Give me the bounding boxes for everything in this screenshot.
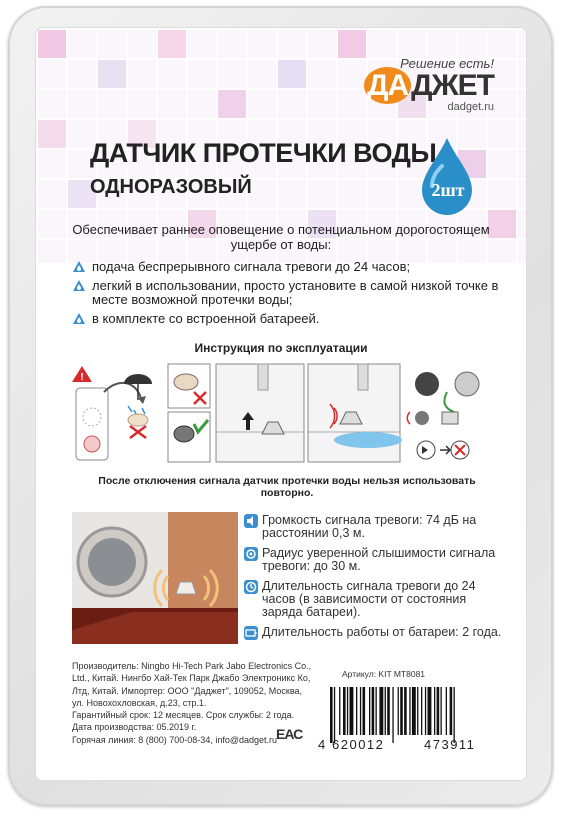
drop-bullet-icon — [72, 279, 86, 293]
barcode-bar — [446, 687, 447, 735]
barcode-bar — [421, 687, 422, 735]
list-item — [244, 514, 504, 540]
feature-text: в комплекте со встроенной батареей. — [92, 311, 320, 326]
article-number: Артикул: KIT MT8081 — [342, 669, 426, 679]
barcode-bar — [347, 687, 348, 735]
barcode-bar — [385, 687, 386, 735]
svg-text:!: ! — [80, 372, 84, 383]
barcode-bar — [360, 687, 361, 735]
barcode-bar — [398, 687, 399, 735]
brand-slogan: Решение есть! — [400, 56, 494, 71]
barcode-bar — [330, 687, 333, 743]
drop-bullet-icon — [72, 260, 86, 274]
drop-bullet-icon — [72, 312, 86, 326]
barcode-bar — [387, 687, 390, 735]
barcode-bars — [330, 687, 455, 743]
product-card — [36, 28, 526, 780]
list-item — [244, 547, 504, 573]
list-item — [72, 260, 502, 274]
hotline-info: Горячая линия: 8 (800) 700-08-34, info@dadget.ru — [72, 734, 278, 745]
instruction-illustrations — [72, 362, 492, 466]
production-date: Дата производства: 05.2019 г. — [72, 722, 197, 733]
speaker-icon — [244, 514, 258, 528]
barcode-bar — [404, 687, 407, 735]
washing-machine-illustration — [72, 512, 238, 644]
product-title: ДАТЧИК ПРОТЕЧКИ ВОДЫ — [90, 138, 437, 168]
warranty-info: Гарантийный срок: 12 месяцев. Срок службы: 2 года. — [72, 710, 295, 721]
barcode-bar — [412, 687, 416, 735]
usage-photo — [72, 512, 238, 644]
logo-prefix: ДА — [364, 67, 411, 104]
barcode-first-digit: 4 — [318, 737, 326, 751]
warning-text: После отключения сигнала датчик протечки воды нельзя использовать повторно. — [98, 475, 476, 499]
barcode-group1: 620012 — [332, 737, 385, 751]
logo-suffix: ДЖЕТ — [411, 69, 494, 102]
list-item — [72, 279, 502, 307]
feature-text: подача беспрерывного сигнала тревоги до 24 часов; — [92, 259, 411, 274]
feature-text: легкий в использовании, просто установите в самой низкой точке в месте возможной протечки воды; — [92, 278, 499, 307]
spec-text: Громкость сигнала тревоги: 74 дБ на расстоянии 0,3 м. — [262, 513, 477, 540]
brand-block — [364, 56, 494, 113]
barcode-bar — [350, 687, 354, 735]
barcode-bar — [450, 687, 453, 735]
list-item — [244, 580, 504, 619]
barcode-bar — [343, 687, 346, 735]
eac-mark: ЕАС — [276, 726, 303, 742]
barcode-bar — [379, 687, 383, 735]
barcode-bar — [441, 687, 442, 735]
barcode-bar — [434, 687, 435, 735]
instruction-diagram — [72, 362, 492, 466]
manufacturer-info: Производитель: Ningbo Hi-Tech Park Jabo Electronics Co., Ltd., Китай. Нингбо Хай-Тек Парк Джабо Электроникс Ко, Лтд, Китай. Импортер: ООО "Даджет", 109052, Москва, ул. Новохохловская, д.23, стр.1. — [72, 661, 312, 708]
quantity-badge: 2шт — [431, 180, 465, 200]
feature-list — [72, 260, 502, 331]
description: Обеспечивает раннее оповещение о потенциальном дорогостоящем ущербе от воды: — [72, 222, 490, 252]
barcode-bar — [334, 687, 335, 743]
barcode-bar — [339, 687, 340, 735]
spec-text: Длительность работы от батареи: 2 года. — [262, 625, 502, 639]
barcode-bar — [376, 687, 377, 735]
spec-text: Радиус уверенной слышимости сигнала тревоги: до 30 м. — [262, 546, 496, 573]
barcode-bar — [392, 687, 393, 743]
barcode-bar — [400, 687, 403, 735]
barcode-bar — [356, 687, 357, 735]
barcode-bar — [369, 687, 370, 735]
barcode-bar — [363, 687, 366, 735]
battery-icon — [244, 626, 258, 640]
list-item — [244, 626, 504, 640]
spec-list — [244, 514, 504, 647]
brand-logo — [364, 71, 494, 101]
instructions-title: Инструкция по эксплуатации — [194, 341, 368, 355]
barcode-bar — [454, 687, 455, 743]
barcode-bar — [437, 687, 440, 735]
spec-text: Длительность сигнала тревоги до 24 часов (в зависимости от состояния заряда батареи). — [262, 579, 476, 619]
barcode-bar — [428, 687, 432, 735]
water-drop-icon — [418, 136, 476, 216]
barcode — [314, 685, 510, 751]
product-subtitle: ОДНОРАЗОВЫЙ — [90, 176, 252, 198]
list-item — [72, 312, 502, 326]
barcode-bar — [409, 687, 410, 735]
brand-site: dadget.ru — [447, 101, 494, 113]
radius-icon — [244, 547, 258, 561]
barcode-bar — [372, 687, 375, 735]
barcode-group2: 473911 — [424, 737, 476, 751]
barcode-bar — [417, 687, 418, 735]
clock-icon — [244, 580, 258, 594]
barcode-bar — [425, 687, 426, 735]
